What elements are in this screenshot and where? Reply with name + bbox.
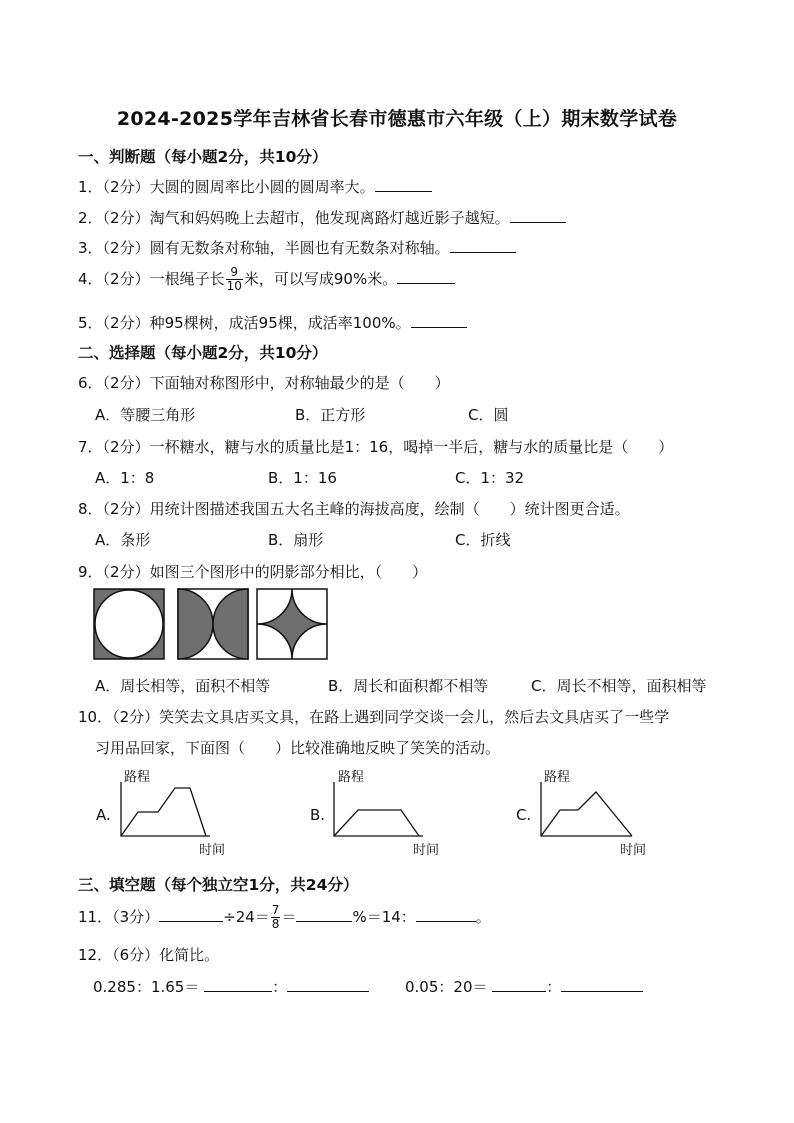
option-b[interactable]: B．周长和面积都不相等: [328, 677, 489, 695]
question-10-line-2: 习用品回家，下面图（ ）比较准确地反映了笑笑的活动。: [95, 739, 501, 757]
question-2: [78, 207, 566, 228]
question-11-text-d: %＝14：: [352, 908, 416, 926]
fraction: [271, 904, 281, 931]
option-c[interactable]: C．周长不相等，面积相等: [531, 677, 707, 695]
answer-blank[interactable]: [287, 977, 369, 992]
answer-blank[interactable]: [510, 208, 566, 223]
answer-blank[interactable]: [561, 977, 643, 992]
section-heading-fill-in: 三、填空题（每个独立空1分，共24分）: [78, 876, 359, 894]
figure-square-with-half-circles: [177, 588, 249, 660]
answer-blank[interactable]: [416, 907, 476, 922]
fraction: [226, 266, 243, 293]
fraction-denominator: 8: [271, 917, 280, 931]
answer-blank[interactable]: [397, 269, 455, 284]
question-4-text-b: 米，可以写成90%米。: [243, 270, 398, 288]
question-4-text-a: 4．（2分）一根绳子长: [78, 270, 225, 288]
question-12-part-b-text: 0.05：20＝: [405, 978, 488, 996]
question-11-text-a: 11．（3分）: [78, 908, 160, 926]
section-heading-judgement: 一、判断题（每小题2分，共10分）: [78, 148, 328, 166]
question-7: 7．（2分）一杯糖水，糖与水的质量比是1：16，喝掉一半后，糖与水的质量比是（ ）: [78, 438, 674, 456]
question-11-text-e: 。: [475, 908, 491, 926]
option-a[interactable]: A．1：8: [95, 469, 155, 487]
fraction-numerator: 7: [271, 903, 280, 917]
graph-option-a-label[interactable]: A.: [96, 806, 111, 824]
figure-square-with-quarter-circles: [256, 588, 328, 660]
graph-a-x-label: 时间: [199, 843, 226, 858]
graph-c-y-label: 路程: [544, 770, 571, 785]
question-11-text-c: ＝: [281, 908, 297, 926]
ratio-colon: ：: [546, 978, 562, 996]
question-8: 8．（2分）用统计图描述我国五大名主峰的海拔高度，绘制（ ）统计图更合适。: [78, 500, 630, 518]
graph-a-y-label: 路程: [124, 770, 151, 785]
graph-option-c-label[interactable]: C.: [516, 806, 532, 824]
question-9: 9．（2分）如图三个图形中的阴影部分相比，（ ）: [78, 563, 428, 581]
option-b[interactable]: B．正方形: [295, 406, 366, 424]
graph-c: [538, 780, 638, 840]
question-1: [78, 176, 432, 197]
fraction-denominator: 10: [226, 279, 242, 293]
question-10-line-1: 10．（2分）笑笑去文具店买文具，在路上遇到同学交谈一会儿，然后去文具店买了一些学: [78, 708, 670, 726]
option-b[interactable]: B．扇形: [268, 531, 324, 549]
option-c[interactable]: C．圆: [468, 406, 509, 424]
question-11-text-b: ÷24＝: [223, 908, 270, 926]
option-a[interactable]: A．周长相等，面积不相等: [95, 677, 271, 695]
question-3-text: 3．（2分）圆有无数条对称轴，半圆也有无数条对称轴。: [78, 239, 450, 257]
answer-blank[interactable]: [204, 977, 272, 992]
question-5-text: 5．（2分）种95棵树，成活95棵，成活率100%。: [78, 314, 411, 332]
option-a[interactable]: A．条形: [95, 531, 151, 549]
answer-blank[interactable]: [492, 977, 546, 992]
answer-blank[interactable]: [159, 907, 223, 922]
question-4: [78, 266, 455, 293]
graph-b-x-label: 时间: [413, 843, 440, 858]
answer-blank[interactable]: [296, 907, 352, 922]
question-5: [78, 312, 467, 333]
graph-b-y-label: 路程: [338, 770, 365, 785]
figure-square-with-circle: [93, 588, 165, 660]
graph-option-b-label[interactable]: B.: [310, 806, 326, 824]
question-3: [78, 237, 516, 258]
answer-blank[interactable]: [411, 313, 467, 328]
ratio-colon: ：: [272, 978, 288, 996]
graph-c-x-label: 时间: [620, 843, 647, 858]
question-12-part-a: [93, 976, 369, 997]
question-12-part-a-text: 0.285：1.65＝: [93, 978, 200, 996]
option-c[interactable]: C．折线: [455, 531, 511, 549]
option-c[interactable]: C．1：32: [455, 469, 525, 487]
question-2-text: 2．（2分）淘气和妈妈晚上去超市，他发现离路灯越近影子越短。: [78, 209, 510, 227]
answer-blank[interactable]: [450, 238, 516, 253]
graph-b: [331, 780, 431, 840]
answer-blank[interactable]: [375, 177, 432, 192]
question-6: 6．（2分）下面轴对称图形中，对称轴最少的是（ ）: [78, 374, 450, 392]
question-11: [78, 904, 491, 931]
question-12-part-b: [405, 976, 643, 997]
page-title: 2024-2025学年吉林省长春市德惠市六年级（上）期末数学试卷: [116, 108, 678, 130]
option-b[interactable]: B．1：16: [268, 469, 337, 487]
option-a[interactable]: A．等腰三角形: [95, 406, 196, 424]
question-12: 12．（6分）化简比。: [78, 946, 220, 964]
section-heading-choice: 二、选择题（每小题2分，共10分）: [78, 344, 328, 362]
fraction-numerator: 9: [226, 266, 243, 280]
question-1-text: 1．（2分）大圆的圆周率比小圆的圆周率大。: [78, 178, 375, 196]
graph-a: [118, 780, 218, 840]
